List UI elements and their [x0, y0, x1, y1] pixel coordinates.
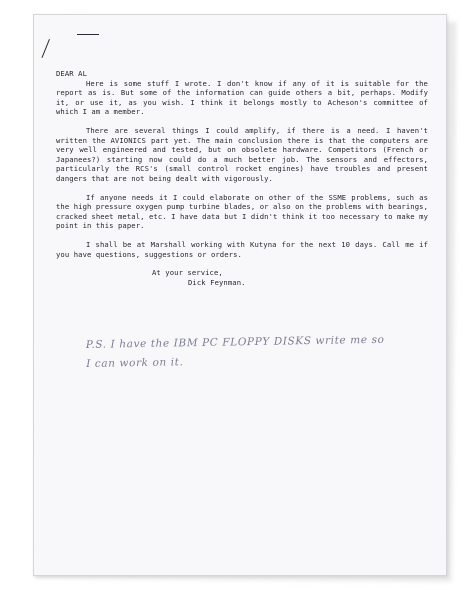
salutation: DEAR AL	[56, 69, 87, 78]
pen-slash-mark	[42, 39, 50, 58]
postscript-line-2: I can work on it.	[86, 356, 184, 370]
letter-page	[33, 14, 447, 576]
paragraph-3: If anyone needs it I could elaborate on other of the SSME problems, such as the high pressure oxygen pump turbine blades, or also on the problems with bearings, cracked sheet metal, etc. I have data but I didn't think it too necessary to make my point in this paper.	[56, 192, 428, 231]
paragraph-4: I shall be at Marshall working with Kutyna for the next 10 days. Call me if you have questions, suggestions or orders.	[56, 239, 428, 259]
typed-signature: Dick Feynman.	[188, 277, 246, 287]
typed-letter-body	[56, 69, 428, 287]
paragraph-1: Here is some stuff I wrote. I don't know if any of it is suitable for the report as is. But some of the information can guide others a bit, perhaps. Modify it, or use it, as you wish. I think it belongs mostly to Acheson's committee of which I am a member.	[56, 78, 428, 117]
paragraph-2: There are several things I could amplify, if there is a need. I haven't written the AVIONICS part yet. The main conclusion there is that the computers are very well engineered and tested, but on obsolete hardware. Competitors (French or Japanees?) starting now could do a much better job. The sensors and effectors, particularly the RCS's (small control rocket engines) have troubles and present dangers that are not being dealt with vigorously.	[56, 125, 428, 183]
handwritten-postscript	[86, 330, 427, 374]
pen-dash-mark	[77, 34, 99, 35]
closing: At your service,	[152, 268, 223, 278]
postscript-line-1: P.S. I have the IBM PC FLOPPY DISKS write me so	[85, 333, 385, 351]
